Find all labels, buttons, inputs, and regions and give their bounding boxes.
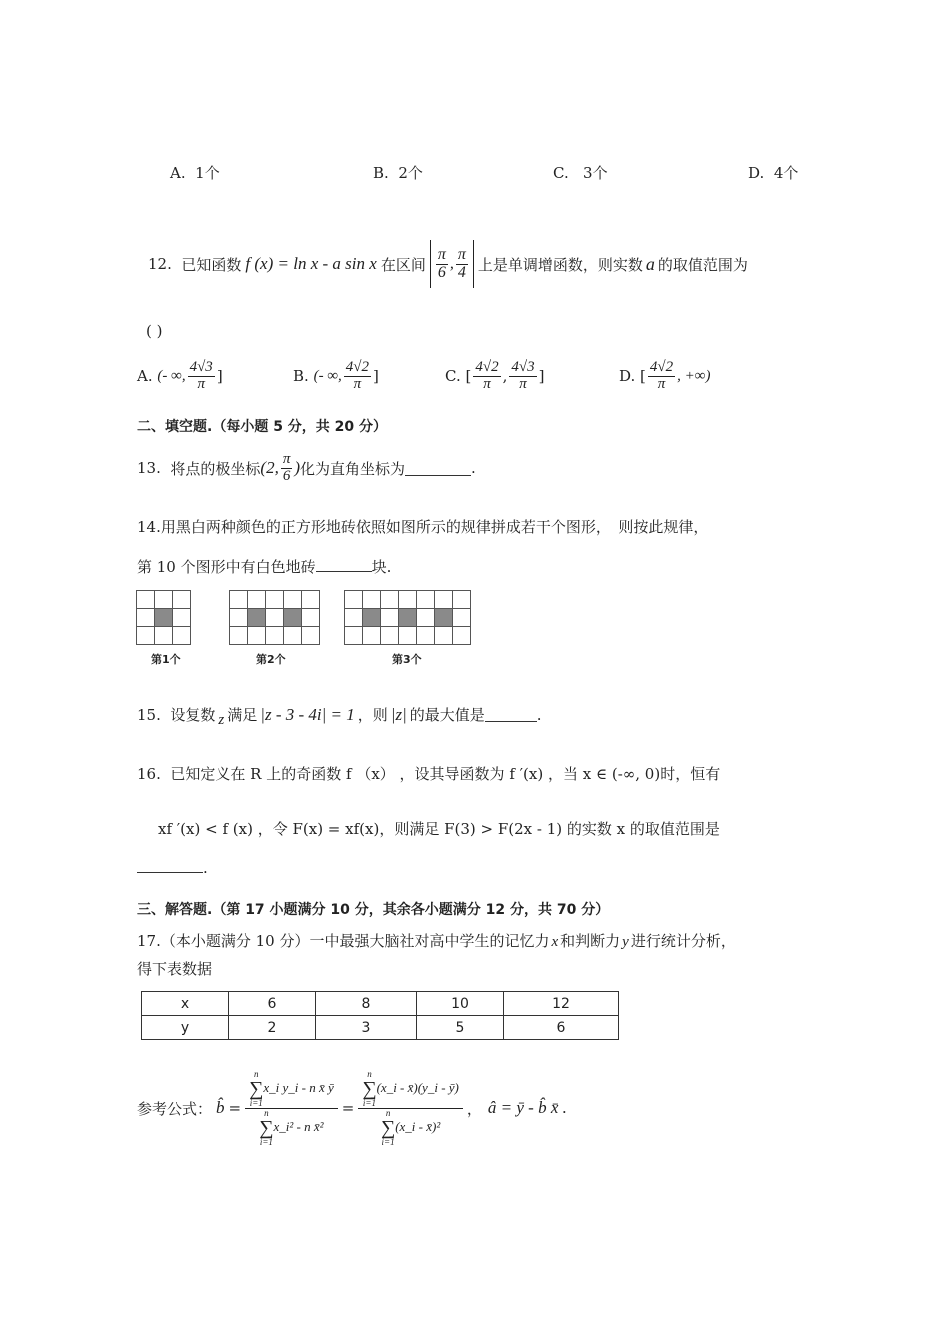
white-tile <box>362 590 381 609</box>
q16-answer-blank <box>137 858 203 873</box>
white-tile <box>452 608 471 627</box>
table-cell: 10 <box>417 992 504 1016</box>
table-cell: 6 <box>504 1016 619 1040</box>
white-tile <box>172 590 191 609</box>
q17-line2: 得下表数据 <box>137 960 213 978</box>
white-tile <box>265 626 284 645</box>
formula-fraction-1: n ∑ i=1 x_i y_i - n x̄ ȳ n ∑ i=1 x_i² - n x̄² <box>245 1070 338 1147</box>
q16-answer: . <box>137 858 208 877</box>
black-tile <box>398 608 417 627</box>
black-tile <box>434 608 453 627</box>
white-tile <box>247 590 266 609</box>
q13-answer-blank <box>405 461 471 476</box>
black-tile <box>362 608 381 627</box>
q12-option-d: D. [ $\frac{4√2}{\pi}$ , +∞) <box>619 359 711 392</box>
white-tile <box>344 608 363 627</box>
white-tile <box>283 626 302 645</box>
white-tile <box>398 626 417 645</box>
white-tile <box>136 626 155 645</box>
section-3-title: 三、解答题.（第 17 小题满分 10 分，其余各小题满分 12 分，共 70 分） <box>137 902 610 918</box>
white-tile <box>229 590 248 609</box>
white-tile <box>301 626 320 645</box>
white-tile <box>154 590 173 609</box>
tile-caption-1: 第1个 <box>151 653 181 666</box>
q17-data-table <box>141 991 619 1040</box>
white-tile <box>229 626 248 645</box>
white-tile <box>398 590 417 609</box>
white-tile <box>154 626 173 645</box>
table-cell: 2 <box>229 1016 316 1040</box>
white-tile <box>380 608 399 627</box>
white-tile <box>362 626 381 645</box>
q15-answer-blank <box>485 707 537 722</box>
white-tile <box>344 590 363 609</box>
q16-line1: 16. 已知定义在 R 上的奇函数 f （x） ，设其导函数为 f ′(x) ，当 x ∈ (-∞, 0)时，恒有 <box>137 765 721 783</box>
q12-option-a: A. (- ∞, $\frac{4√3}{\pi}$ ] <box>137 359 223 392</box>
q12-option-b: B. (- ∞, $\frac{4√2}{\pi}$ ] <box>293 359 379 392</box>
table-row <box>142 1016 619 1040</box>
black-tile <box>154 608 173 627</box>
table-cell: y <box>142 1016 229 1040</box>
white-tile <box>301 590 320 609</box>
table-cell: 6 <box>229 992 316 1016</box>
q11-option-b: B. 2个 <box>373 164 423 182</box>
tile-caption-2: 第2个 <box>256 653 286 666</box>
white-tile <box>172 626 191 645</box>
table-cell: 8 <box>316 992 417 1016</box>
q17-line1: 17.（本小题满分 10 分）一中最强大脑社对高中学生的记忆力 x 和判断力 y 进行统计分析， <box>137 932 736 950</box>
q14-answer-blank <box>316 557 372 572</box>
q14-line1: 14.用黑白两种颜色的正方形地砖依照如图所示的规律拼成若干个图形， 则按此规律， <box>137 518 709 536</box>
q13-stem: 13. 将点的极坐标 (2, $\frac{\pi}{6}$ ) 化为直角坐标为 . <box>137 451 476 484</box>
q11-option-d: D. 4个 <box>748 164 799 182</box>
q17-formula: 参考公式： b̂ = n ∑ i=1 x_i y_i - n x̄ ȳ n ∑ i=1 x_i² - n x̄² = n ∑ i=1 (x_i - x̄)(y_i - ȳ) n ∑ i=1 (x_i - x̄)² ， â = ȳ - b̂ x̄ . <box>137 1068 567 1147</box>
table-row <box>142 992 619 1016</box>
white-tile <box>283 590 302 609</box>
white-tile <box>344 626 363 645</box>
white-tile <box>434 626 453 645</box>
white-tile <box>452 626 471 645</box>
white-tile <box>247 626 266 645</box>
formula-fraction-2: n ∑ i=1 (x_i - x̄)(y_i - ȳ) n ∑ i=1 (x_i - x̄)² <box>358 1070 463 1147</box>
white-tile <box>229 608 248 627</box>
table-cell: x <box>142 992 229 1016</box>
section-2-title: 二、填空题.（每小题 5 分，共 20 分） <box>137 419 388 435</box>
white-tile <box>380 590 399 609</box>
white-tile <box>265 590 284 609</box>
q12-stem: 12. 已知函数 f (x) = ln x - a sin x 在区间 $\frac{\pi}{6}$ , $\frac{\pi}{4}$ 上是单调增函数，则实数 a 的取值范围为 <box>148 240 748 288</box>
white-tile <box>265 608 284 627</box>
q14-line2: 第 10 个图形中有白色地砖 块. <box>137 558 392 576</box>
white-tile <box>416 608 435 627</box>
white-tile <box>172 608 191 627</box>
q11-option-c: C. 3个 <box>553 164 608 182</box>
white-tile <box>301 608 320 627</box>
white-tile <box>416 590 435 609</box>
white-tile <box>136 590 155 609</box>
q16-line2: xf ′(x) < f (x) ，令 F(x) = xf(x)，则满足 F(3) > F(2x - 1) 的实数 x 的取值范围是 <box>158 820 720 838</box>
black-tile <box>247 608 266 627</box>
black-tile <box>283 608 302 627</box>
white-tile <box>434 590 453 609</box>
table-cell: 12 <box>504 992 619 1016</box>
q12-function: f (x) = ln x - a sin x <box>245 254 377 273</box>
q12-interval: $\frac{\pi}{6}$ , $\frac{\pi}{4}$ <box>430 240 474 288</box>
white-tile <box>416 626 435 645</box>
table-cell: 3 <box>316 1016 417 1040</box>
white-tile <box>136 608 155 627</box>
tile-caption-3: 第3个 <box>392 653 422 666</box>
q11-option-a: A. 1个 <box>170 164 220 182</box>
white-tile <box>452 590 471 609</box>
white-tile <box>380 626 399 645</box>
q12-option-c: C. [ $\frac{4√2}{\pi}$ , $\frac{4√3}{\pi}$ ] <box>445 359 545 392</box>
q15-stem: 15. 设复数 z 满足 |z - 3 - 4i| = 1 ，则 |z| 的最大值是 . <box>137 704 542 728</box>
q12-answer-paren: ( ) <box>146 322 163 340</box>
table-cell: 5 <box>417 1016 504 1040</box>
